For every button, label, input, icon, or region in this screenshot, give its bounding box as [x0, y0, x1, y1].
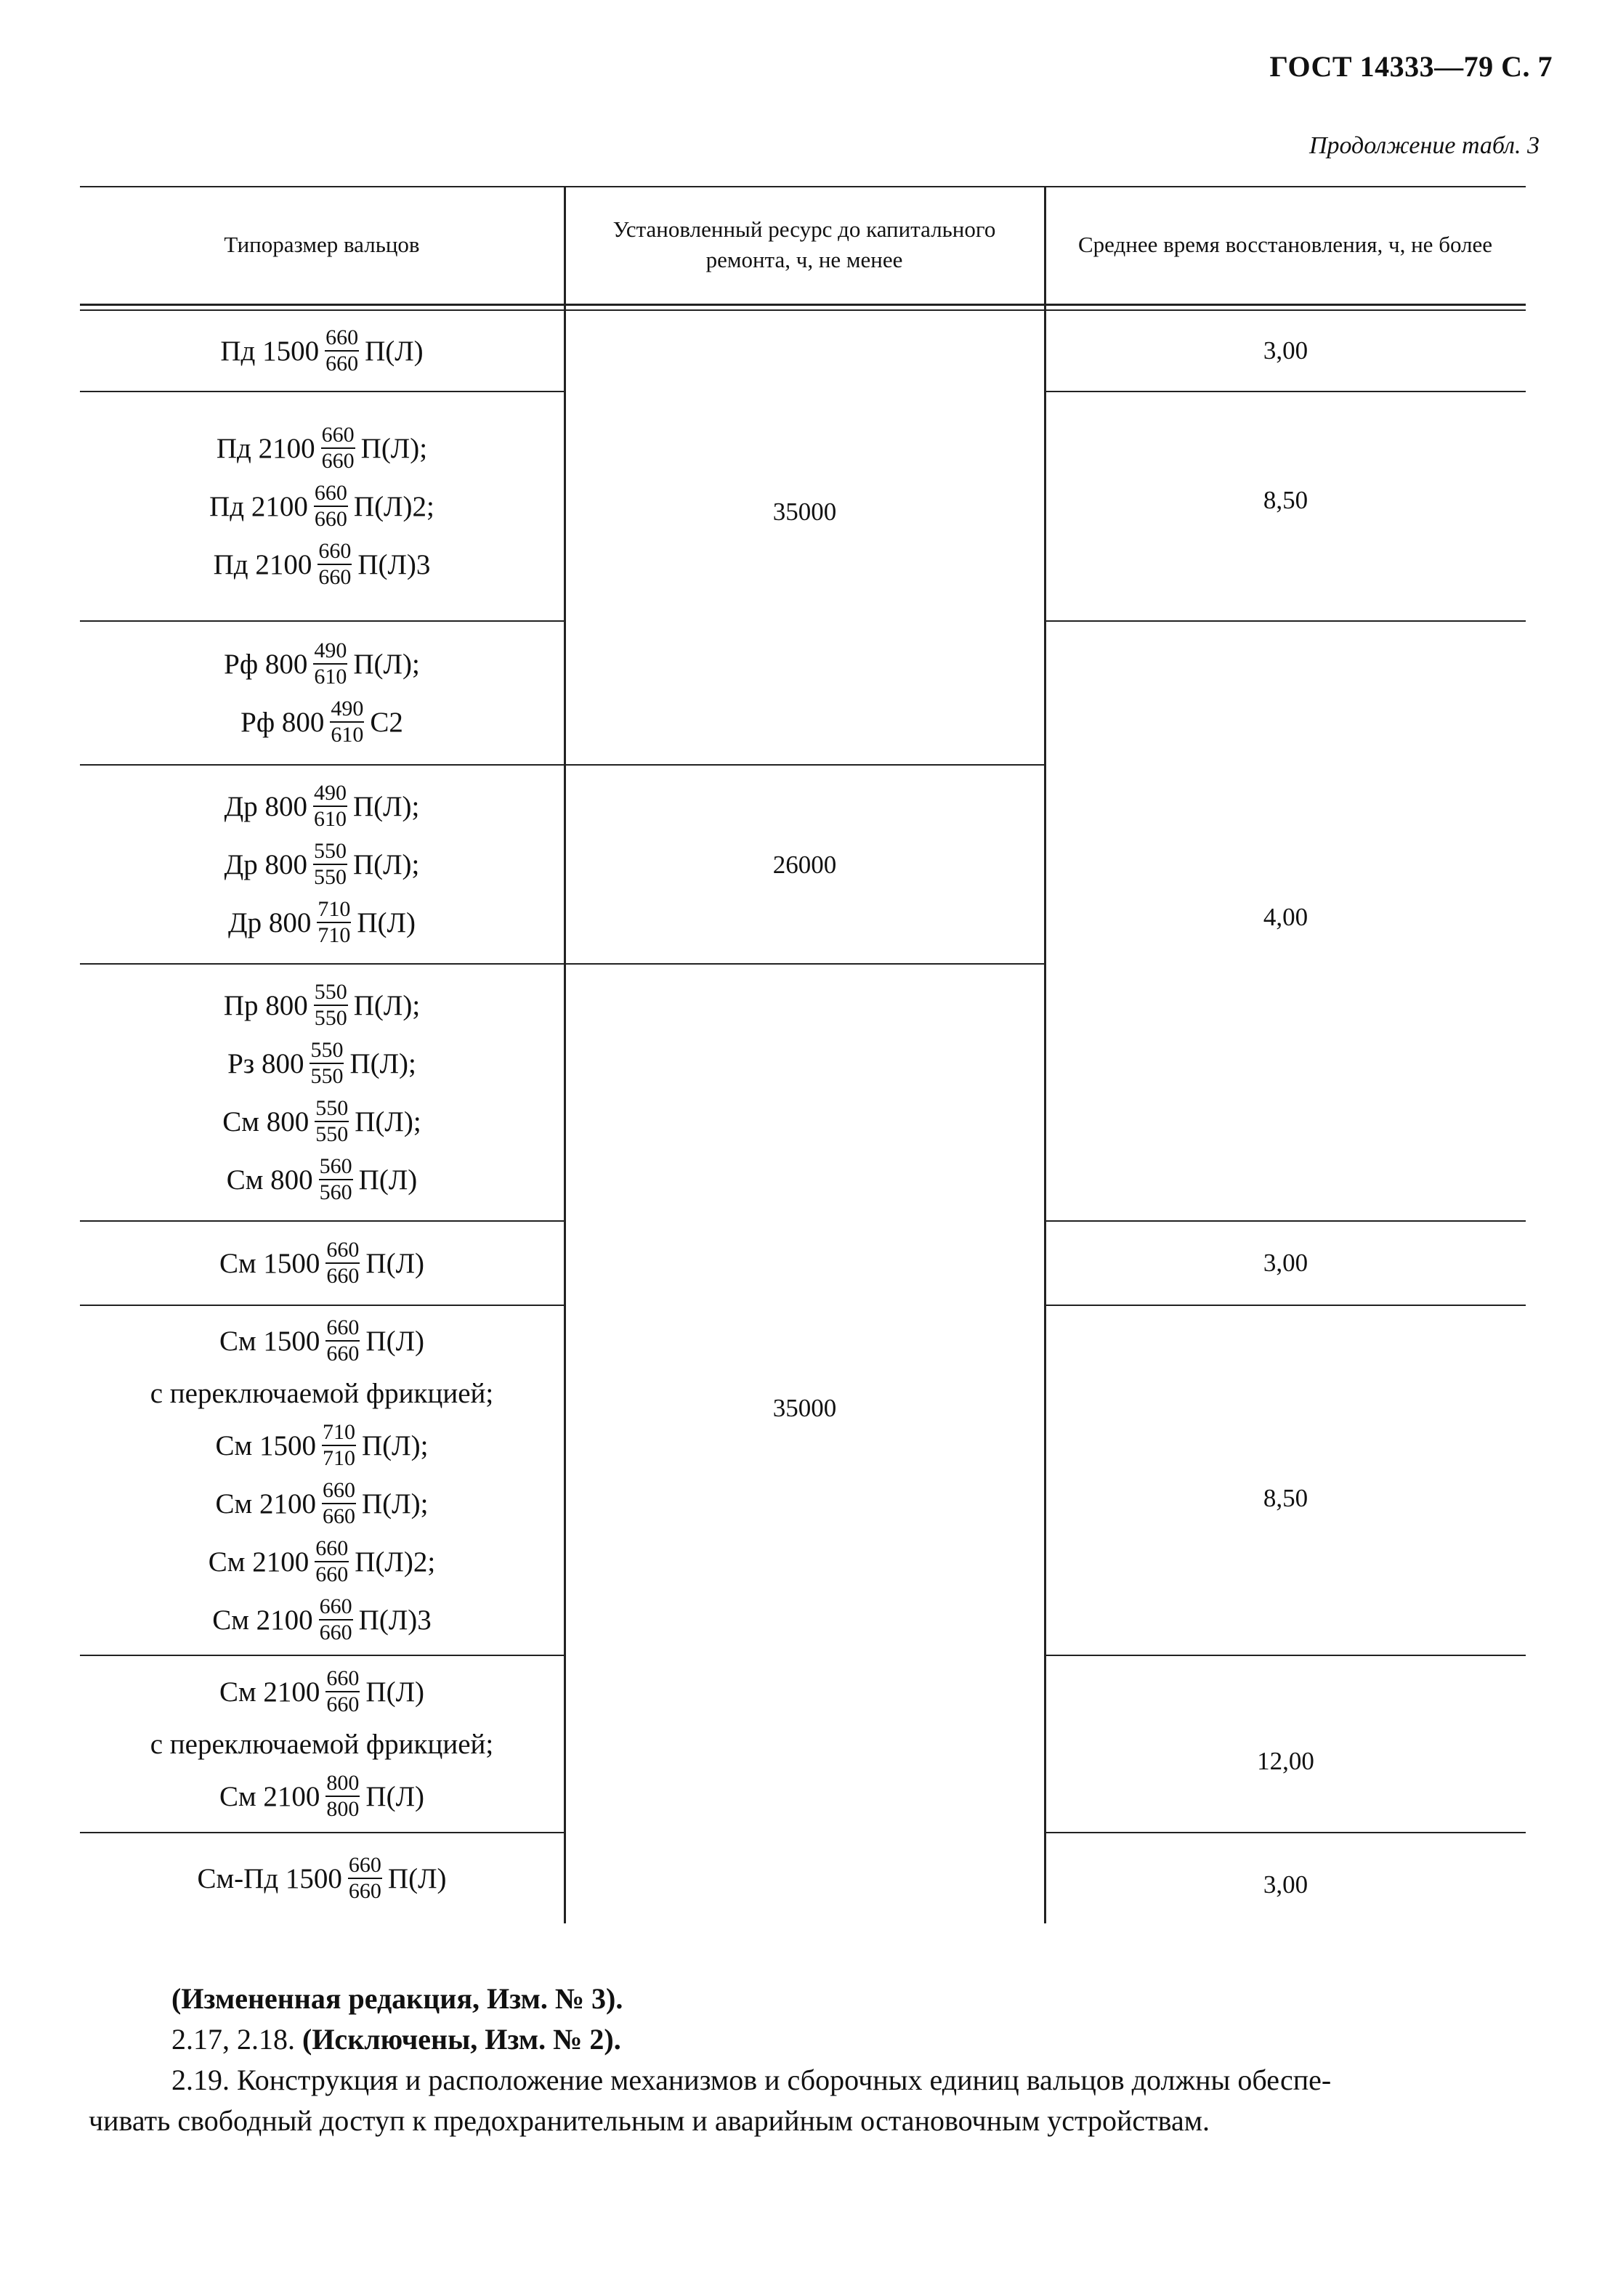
excluded-clauses-line — [171, 2019, 621, 2060]
resource-value: 35000 — [772, 498, 837, 526]
roll-diameter-fraction — [313, 640, 347, 688]
roll-variant: П(Л)3 — [358, 1604, 432, 1636]
roll-variant: П(Л); — [362, 1488, 429, 1520]
roll-size-line — [240, 693, 403, 751]
roll-model: См 2100 — [219, 1676, 320, 1708]
type-cell — [81, 766, 562, 963]
roll-variant: П(Л); — [353, 648, 420, 680]
type-cell — [81, 1656, 562, 1832]
roll-size-line — [216, 1474, 429, 1533]
roll-variant: П(Л)2; — [355, 1546, 436, 1578]
fraction-denominator: 550 — [313, 865, 347, 889]
column-header-type: Типоразмер вальцов — [224, 232, 420, 258]
fraction-denominator: 660 — [319, 1620, 352, 1644]
roll-model: См 2100 — [208, 1546, 310, 1578]
recovery-value: 8,50 — [1263, 486, 1308, 514]
fraction-numerator: 550 — [310, 1038, 344, 1062]
row-rule — [1044, 1832, 1526, 1833]
fraction-numerator: 560 — [319, 1154, 352, 1178]
table-continuation-label: Продолжение табл. 3 — [1308, 132, 1540, 159]
roll-variant: П(Л); — [362, 1429, 429, 1461]
fraction-denominator: 660 — [326, 1264, 360, 1288]
row-rule — [1044, 1305, 1526, 1306]
roll-size-line — [217, 419, 427, 477]
roll-size-line — [209, 1533, 435, 1591]
roll-diameter-fraction — [321, 424, 355, 472]
roll-variant: П(Л)3 — [357, 548, 431, 580]
clause-numbers: 2.17, 2.18. — [171, 2023, 295, 2056]
roll-diameter-fraction — [319, 1156, 353, 1204]
fraction-numerator: 660 — [323, 1478, 355, 1502]
roll-variant: С2 — [370, 706, 403, 738]
roll-model: Пр 800 — [223, 989, 308, 1021]
fraction-numerator: 660 — [326, 1666, 360, 1690]
roll-size-line — [224, 635, 420, 693]
fraction-denominator: 660 — [325, 352, 359, 376]
roll-diameter-fraction — [322, 1480, 356, 1528]
roll-model: Др 800 — [224, 848, 307, 880]
roll-model: См 1500 — [215, 1429, 316, 1461]
roll-size-line — [209, 477, 434, 535]
row-rule — [1044, 1655, 1526, 1656]
roll-variant: П(Л)2; — [353, 490, 434, 522]
fraction-numerator: 800 — [326, 1771, 360, 1795]
roll-diameter-fraction — [313, 782, 347, 830]
roll-model: Рф 800 — [224, 648, 308, 680]
roll-size-line — [212, 1591, 432, 1649]
row-rule — [1044, 620, 1526, 622]
roll-diameter-fraction — [315, 1098, 349, 1145]
roll-diameter-fraction — [314, 981, 348, 1029]
column-header-resource: Установленный ресурс до капитального ремонта, ч, не менее — [612, 216, 996, 272]
type-cell — [81, 622, 562, 764]
roll-model: Др 800 — [224, 790, 307, 822]
type-cell — [81, 1306, 562, 1655]
roll-variant: П(Л); — [352, 790, 420, 822]
roll-variant: П(Л); — [349, 1047, 416, 1079]
fraction-numerator: 490 — [314, 638, 347, 662]
fraction-denominator: 610 — [331, 723, 364, 747]
roll-diameter-fraction — [313, 840, 347, 888]
clause-2-19-line-2: чивать свободный доступ к предохранительным и аварийным остановочным устройствам. — [89, 2104, 1210, 2137]
fraction-denominator: 550 — [315, 1122, 349, 1146]
roll-size-line — [225, 835, 420, 893]
column-header-recovery: Среднее время восстановления, ч, не более — [1077, 232, 1493, 258]
roll-size-line — [219, 1767, 424, 1825]
recovery-value: 3,00 — [1263, 336, 1308, 365]
roll-diameter-fraction — [322, 1421, 356, 1469]
amendment-note: (Измененная редакция, Изм. № 3). — [171, 1982, 623, 2015]
fraction-denominator: 550 — [310, 1064, 344, 1088]
fraction-numerator: 660 — [325, 325, 359, 349]
roll-size-line — [219, 1234, 424, 1292]
fraction-numerator: 660 — [315, 1536, 349, 1560]
fraction-numerator: 660 — [314, 481, 347, 505]
fraction-denominator: 660 — [326, 1342, 360, 1366]
resource-value: 26000 — [772, 851, 837, 879]
roll-diameter-fraction — [317, 540, 352, 588]
fraction-numerator: 490 — [313, 781, 347, 805]
roll-variant: П(Л) — [357, 906, 416, 938]
fraction-denominator: 550 — [314, 1006, 347, 1030]
roll-model: Рф 800 — [240, 706, 325, 738]
type-cell — [81, 965, 562, 1220]
clause-2-19-line-1: 2.19. Конструкция и расположение механизмов и сборочных единиц вальцов должны обеспе- — [171, 2064, 1332, 2096]
roll-diameter-fraction — [319, 1596, 353, 1644]
fraction-denominator: 660 — [318, 565, 352, 589]
recovery-value: 3,00 — [1263, 1249, 1308, 1277]
fraction-denominator: 710 — [317, 923, 351, 947]
roll-size-line — [219, 1312, 424, 1370]
roll-variant: П(Л) — [365, 1325, 425, 1357]
roll-variant: П(Л); — [360, 432, 428, 464]
fraction-numerator: 660 — [321, 423, 355, 447]
roll-variant: П(Л) — [358, 1164, 418, 1196]
roll-model: Др 800 — [228, 906, 312, 938]
fraction-numerator: 660 — [326, 1315, 360, 1339]
roll-variant: П(Л) — [365, 1676, 425, 1708]
roll-diameter-fraction — [325, 1772, 360, 1820]
column-divider-2 — [1044, 186, 1046, 1923]
roll-diameter-fraction — [348, 1854, 382, 1902]
roll-diameter-fraction — [325, 1317, 360, 1365]
row-rule — [564, 963, 1046, 965]
type-cell — [81, 1833, 562, 1923]
roll-diameter-fraction — [325, 327, 359, 375]
recovery-value: 12,00 — [1257, 1747, 1314, 1775]
roll-diameter-fraction — [310, 1039, 344, 1087]
row-rule — [564, 764, 1046, 766]
roll-size-line — [227, 1151, 418, 1209]
row-rule — [1044, 391, 1526, 392]
type-note-line — [150, 1721, 494, 1767]
type-note-line — [150, 1370, 494, 1416]
fraction-numerator: 660 — [318, 539, 352, 563]
roll-model: См 2100 — [215, 1488, 316, 1520]
roll-variant: П(Л); — [355, 1106, 421, 1137]
note-text: с переключаемой фрикцией; — [150, 1728, 494, 1760]
recovery-value: 8,50 — [1263, 1484, 1308, 1512]
roll-size-line — [224, 976, 420, 1034]
recovery-value: 3,00 — [1263, 1870, 1308, 1899]
roll-model: Пд 1500 — [220, 335, 320, 367]
roll-size-line — [216, 1416, 429, 1474]
roll-model: См 1500 — [219, 1247, 320, 1279]
fraction-denominator: 610 — [314, 665, 347, 689]
recovery-value: 4,00 — [1263, 903, 1308, 931]
fraction-numerator: 660 — [326, 1238, 360, 1262]
type-cell — [81, 392, 562, 620]
fraction-denominator: 660 — [326, 1692, 360, 1716]
column-divider-1 — [564, 186, 566, 1923]
roll-model: См 800 — [222, 1106, 310, 1137]
fraction-numerator: 490 — [331, 697, 364, 721]
fraction-denominator: 660 — [315, 1562, 349, 1586]
roll-diameter-fraction — [317, 898, 351, 946]
roll-variant: П(Л) — [365, 335, 424, 367]
roll-size-line — [220, 322, 423, 380]
fraction-numerator: 550 — [315, 1096, 349, 1120]
roll-model: Пд 2100 — [209, 490, 308, 522]
page-header: ГОСТ 14333—79 С. 7 — [1269, 50, 1553, 83]
fraction-denominator: 710 — [323, 1446, 355, 1470]
roll-variant: П(Л) — [365, 1780, 425, 1812]
roll-model: Пд 2100 — [216, 432, 315, 464]
roll-size-line — [219, 1663, 424, 1721]
fraction-denominator: 610 — [313, 807, 347, 831]
fraction-numerator: 660 — [319, 1594, 352, 1618]
roll-variant: П(Л); — [353, 989, 421, 1021]
roll-size-line — [227, 1034, 416, 1092]
roll-model: Рз 800 — [227, 1047, 304, 1079]
roll-model: См 800 — [226, 1164, 313, 1196]
fraction-numerator: 550 — [313, 839, 347, 863]
roll-size-line — [222, 1092, 421, 1151]
roll-diameter-fraction — [314, 482, 348, 530]
note-text: с переключаемой фрикцией; — [150, 1377, 494, 1409]
roll-size-line — [197, 1849, 446, 1907]
roll-variant: П(Л) — [387, 1862, 447, 1894]
roll-model: Пд 2100 — [213, 548, 312, 580]
fraction-denominator: 660 — [348, 1879, 381, 1903]
resource-value: 35000 — [772, 1394, 837, 1422]
roll-diameter-fraction — [330, 698, 364, 746]
roll-diameter-fraction — [325, 1239, 360, 1287]
fraction-denominator: 660 — [314, 507, 347, 531]
fraction-denominator: 560 — [319, 1180, 352, 1204]
fraction-denominator: 660 — [321, 449, 355, 473]
fraction-numerator: 550 — [314, 980, 347, 1004]
roll-size-line — [228, 893, 416, 952]
roll-variant: П(Л); — [352, 848, 420, 880]
roll-size-line — [225, 777, 420, 835]
roll-model: См 2100 — [219, 1780, 320, 1812]
roll-diameter-fraction — [315, 1538, 349, 1586]
fraction-denominator: 660 — [323, 1504, 355, 1528]
fraction-numerator: 710 — [323, 1420, 355, 1444]
type-cell — [81, 1222, 562, 1305]
roll-model: См 2100 — [212, 1604, 313, 1636]
roll-model: См-Пд 1500 — [197, 1862, 342, 1894]
fraction-numerator: 660 — [348, 1853, 381, 1877]
fraction-denominator: 800 — [326, 1797, 360, 1821]
type-cell — [81, 311, 562, 391]
roll-model: См 1500 — [219, 1325, 320, 1357]
excluded-note: (Исключены, Изм. № 2). — [302, 2023, 621, 2056]
fraction-numerator: 710 — [317, 897, 351, 921]
roll-size-line — [214, 535, 431, 593]
roll-variant: П(Л) — [365, 1247, 425, 1279]
roll-diameter-fraction — [325, 1668, 360, 1716]
